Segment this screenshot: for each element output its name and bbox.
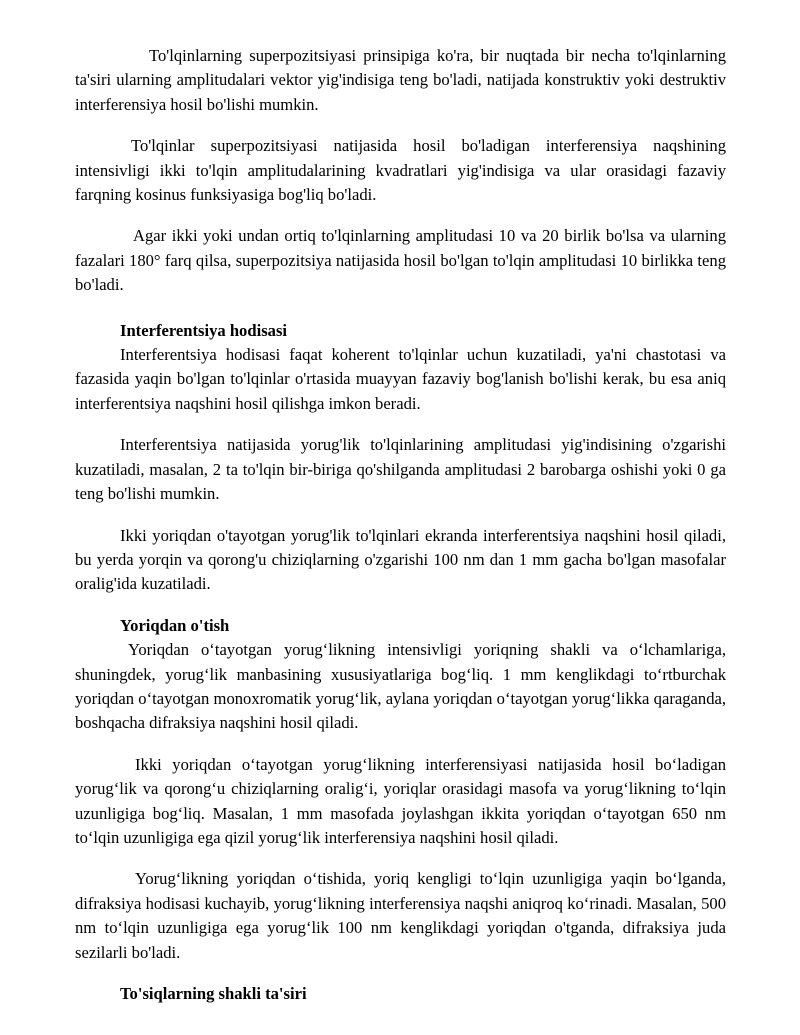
- section-heading-slit: Yoriqdan o'tish: [120, 615, 230, 635]
- interference-paragraph-1: Interferentsiya hodisasi faqat koherent to'lqinlar uchun kuzatiladi, ya'ni chastotasi va fazasida yaqin bo'lgan to'lqinlar o'rtasida muayyan fazaviy bog'lanish bo'lishi kerak, bu esa aniq interferentsiya naqshini hosil qilishga imkon beradi.: [75, 345, 726, 413]
- slit-paragraph-2: Ikki yoriqdan o‘tayotgan yorug‘likning interferensiyasi natijasida hosil bo‘ladigan yorug‘lik va qorong‘u chiziqlarning oralig‘i, yoriqlar orasidagi masofa va yorug‘likning to‘lqin uzunligiga bog‘liq. Masalan, 1 mm masofada joylashgan ikkita yoriqdan o‘tayotgan 650 nm to‘lqin uzunligiga ega qizil yorug‘lik interferensiya naqshini hosil qiladi.: [75, 754, 726, 847]
- section-heading-interference: Interferentsiya hodisasi: [120, 320, 288, 340]
- interference-paragraph-2: Interferentsiya natijasida yorug'lik to'lqinlarining amplitudasi yig'indisining o'zgarishi kuzatiladi, masalan, 2 ta to'lqin bir-biriga qo'shilganda amplitudasi 2 barobarga oshishi yoki 0 ga teng bo'lishi mumkin.: [75, 435, 726, 504]
- intro-paragraph-2: To'lqinlar superpozitsiyasi natijasida hosil bo'ladigan interferensiya naqshining intensivligi ikki to'lqin amplitudalarining kvadratlari yig'indisiga va ular orasidagi fazaviy farqning kosinus funksiyasiga bog'liq bo'ladi.: [75, 136, 726, 205]
- section-slit: [75, 614, 726, 965]
- slit-paragraph-1: Yoriqdan o‘tayotgan yorug‘likning intensivligi yoriqning shakli va o‘lchamlariga, shuningdek, yorug‘lik manbasining xususiyatlariga bog‘liq. 1 mm kenglikdagi to‘rtburchak yoriqdan o‘tayotgan monoxromatik yorug‘lik, aylana yoriqdan o‘tayotgan yorug‘likka qaraganda, boshqacha difraksiya naqshini hosil qiladi.: [75, 640, 726, 733]
- interference-paragraph-3: Ikki yoriqdan o'tayotgan yorug'lik to'lqinlari ekranda interferentsiya naqshini hosil qiladi, bu yerda yorqin va qorong'u chiziqlarning o'zgarishi 100 nm dan 1 mm gacha bo'lgan masofalar oralig'ida kuzatiladi.: [75, 525, 726, 594]
- section-obstacles: [75, 982, 726, 1006]
- section-interference: [75, 319, 726, 597]
- intro-paragraph-3: Agar ikki yoki undan ortiq to'lqinlarning amplitudasi 10 va 20 birlik bo'lsa va ularning fazalari 180° farq qilsa, superpozitsiya natijasida hosil bo'lgan to'lqin amplitudasi 10 birlikka teng bo'ladi.: [75, 226, 726, 295]
- section-heading-obstacles: To'siqlarning shakli ta'siri: [120, 984, 307, 1003]
- slit-paragraph-3: Yorug‘likning yoriqdan o‘tishida, yoriq kengligi to‘lqin uzunligiga yaqin bo‘lganda, difraksiya hodisasi kuchayib, yorug‘likning interferensiya naqshi aniqroq ko‘rinadi. Masalan, 500 nm to‘lqin uzunligiga ega yorug‘lik 100 nm kenglikdagi yoriqdan o'tganda, difraksiya juda sezilarli bo'ladi.: [75, 869, 726, 962]
- document-page: [75, 44, 726, 1023]
- intro-paragraph-1: To'lqinlarning superpozitsiyasi prinsipiga ko'ra, bir nuqtada bir necha to'lqinlarning ta'siri ularning amplitudalari vektor yig'indisiga teng bo'ladi, natijada konstruktiv yoki destruktiv interferensiya hosil bo'lishi mumkin.: [75, 46, 726, 114]
